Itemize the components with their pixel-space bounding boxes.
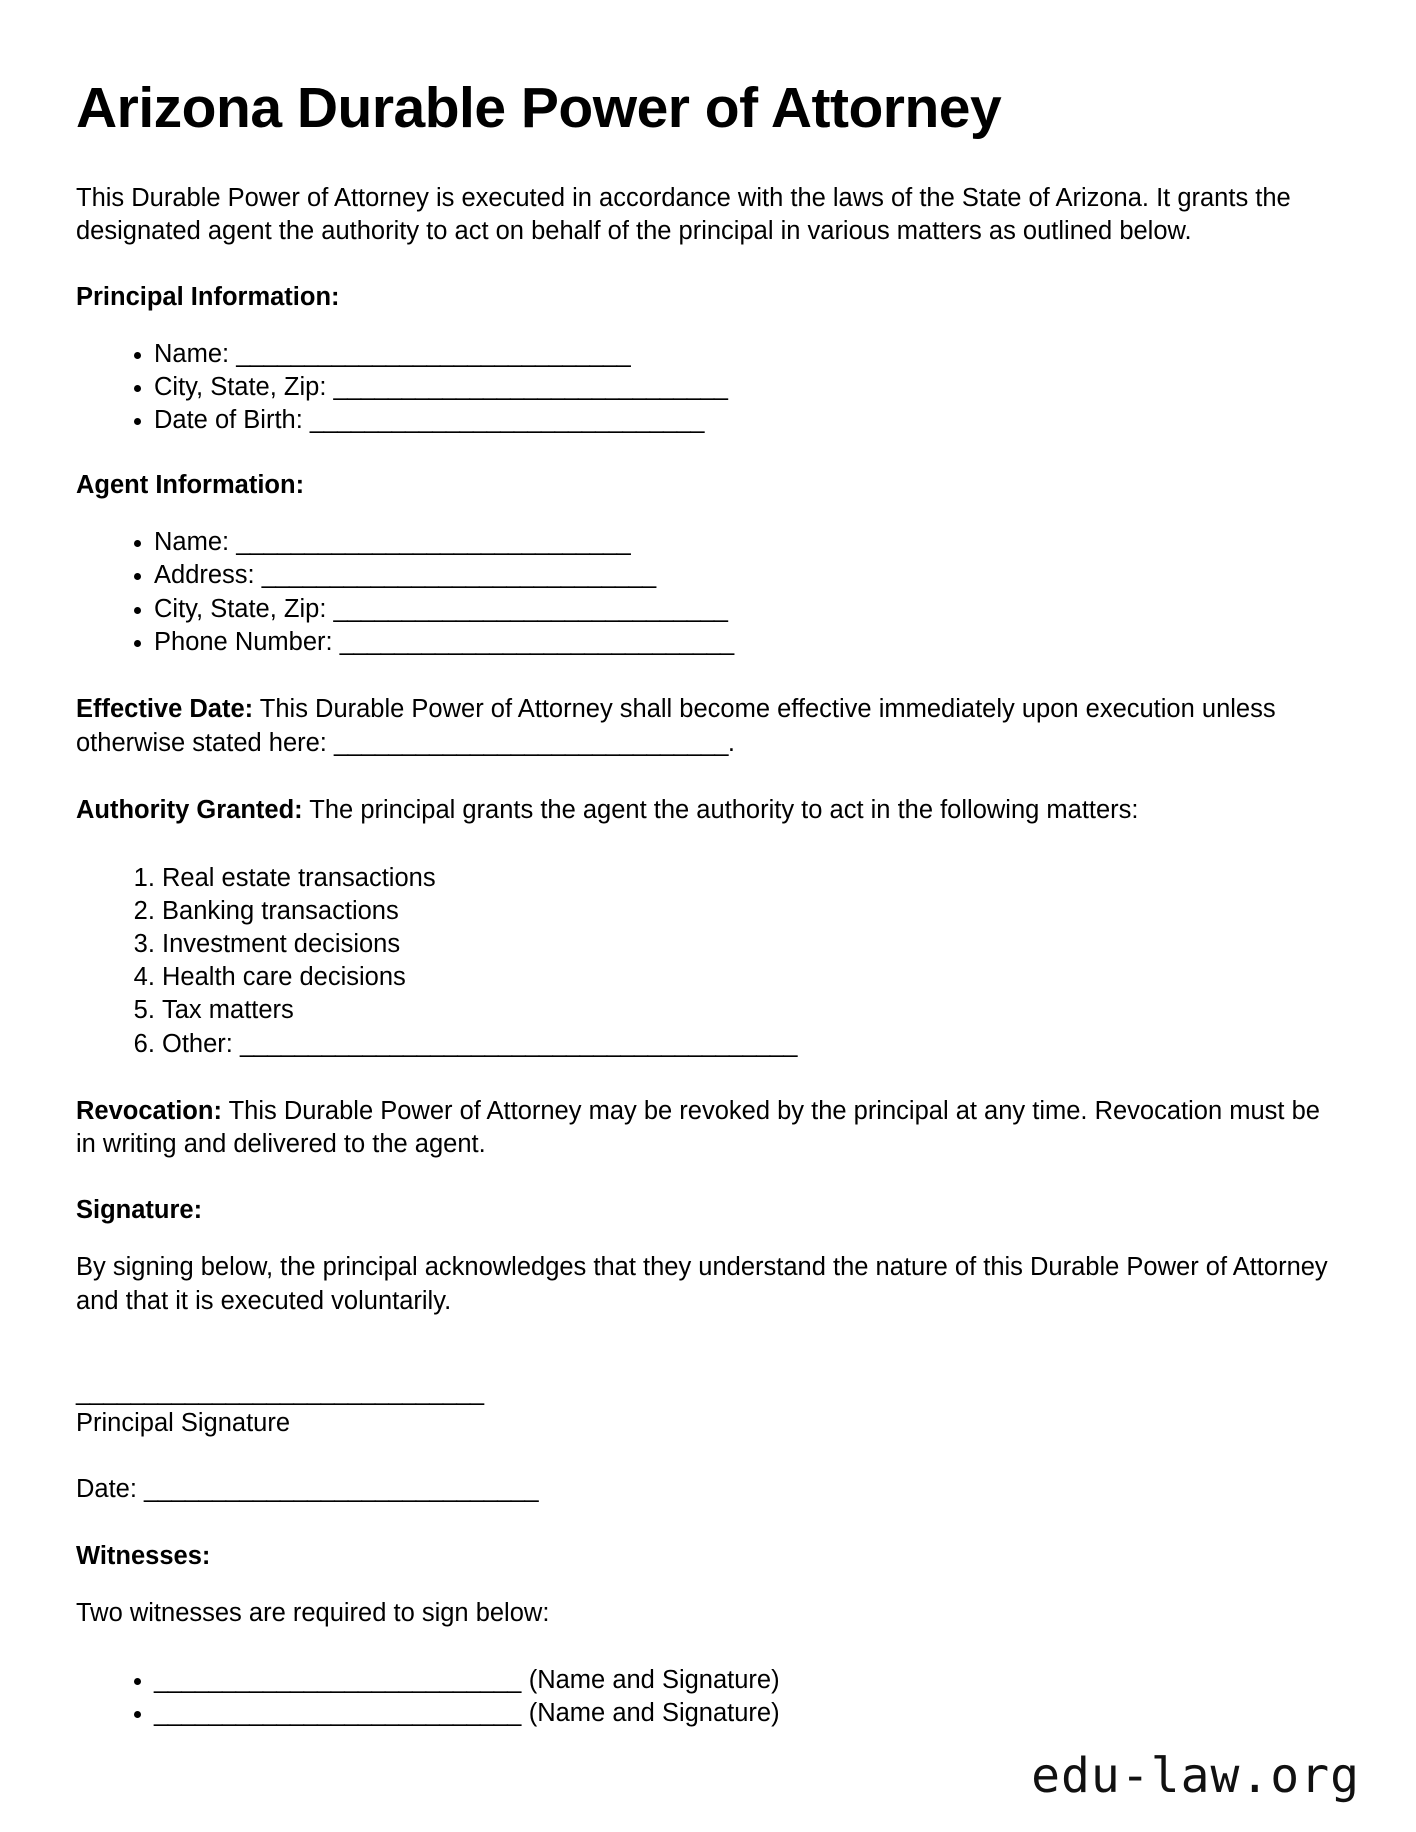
list-item — [162, 994, 1340, 1027]
item-text: Tax matters — [162, 996, 294, 1025]
field-label: Name: — [154, 528, 230, 557]
authority-granted-body: The principal grants the agent the authority to act in the following matters: — [302, 796, 1139, 825]
agent-information-list — [76, 526, 1340, 659]
field-label: Address: — [154, 561, 255, 590]
effective-date-trailing: . — [727, 728, 735, 757]
effective-date-paragraph — [76, 693, 1328, 760]
list-item — [154, 371, 1340, 404]
field-label: Name: — [154, 339, 230, 368]
revocation-body: This Durable Power of Attorney may be revoked by the principal at any time. Revocation must be in writing and delivered to the agent. — [76, 1096, 1320, 1159]
witnesses-instruction: Two witnesses are required to sign below: — [76, 1598, 550, 1627]
authority-granted-label: Authority Granted: — [76, 796, 303, 825]
revocation-label: Revocation: — [76, 1096, 222, 1125]
list-item — [154, 626, 1340, 659]
site-watermark: edu-law.org — [1031, 1748, 1360, 1804]
date-blank[interactable]: _____________________________ — [144, 1474, 538, 1503]
field-blank[interactable]: _____________________________ — [333, 373, 728, 401]
field-blank[interactable]: _____________________________ — [339, 627, 734, 656]
principal-signature-label: Principal Signature — [76, 1408, 291, 1437]
effective-date-body: This Durable Power of Attorney shall become effective immediately upon execution unless otherwise stated here: — [76, 694, 1276, 757]
signature-heading: Signature: — [76, 1195, 203, 1224]
witnesses-heading: Witnesses: — [76, 1541, 211, 1570]
field-label: Date of Birth: — [154, 406, 303, 435]
field-label: Phone Number: — [154, 627, 333, 656]
list-item — [154, 1664, 1340, 1697]
agent-information-heading: Agent Information: — [76, 471, 305, 500]
acknowledgement-paragraph: By signing below, the principal acknowledges that they understand the nature of this Durable Power of Attorney and that it is executed voluntarily. — [76, 1252, 1328, 1315]
item-text: Other: — [162, 1029, 240, 1058]
authority-granted-list — [76, 862, 1340, 1061]
field-blank[interactable]: _____________________________ — [333, 594, 728, 623]
intro-paragraph: This Durable Power of Attorney is executed in accordance with the laws of the State of Arizona. It grants the designated agent the authority to act on behalf of the principal in various matters as outlined below. — [76, 183, 1291, 246]
item-text: Health care decisions — [162, 963, 406, 992]
witness-list — [76, 1664, 1340, 1730]
effective-date-blank[interactable]: _____________________________ — [333, 728, 728, 757]
field-label: City, State, Zip: — [154, 594, 327, 623]
witness-note: (Name and Signature) — [528, 1699, 780, 1728]
field-blank[interactable]: _____________________________ — [236, 528, 631, 557]
witness-note: (Name and Signature) — [528, 1666, 780, 1695]
item-blank[interactable]: _________________________________________ — [239, 1029, 797, 1058]
principal-information-heading: Principal Information: — [76, 282, 340, 311]
item-text: Investment decisions — [162, 930, 401, 959]
authority-granted-paragraph — [76, 794, 1328, 828]
field-blank[interactable]: _____________________________ — [236, 339, 631, 368]
item-text: Real estate transactions — [162, 863, 436, 892]
list-item — [154, 559, 1340, 592]
effective-date-label: Effective Date: — [76, 694, 254, 723]
list-item — [154, 1697, 1340, 1730]
page-title: Arizona Durable Power of Attorney — [76, 76, 1002, 140]
list-item — [162, 862, 1340, 895]
list-item — [154, 526, 1340, 559]
list-item — [162, 895, 1340, 928]
signature-date-field — [76, 1474, 1340, 1506]
list-item — [154, 338, 1340, 371]
principal-signature-rule[interactable]: ______________________________ — [76, 1378, 484, 1407]
witness-blank[interactable]: ___________________________ — [154, 1699, 521, 1728]
principal-signature-block — [76, 1380, 1340, 1505]
list-item — [154, 404, 1340, 437]
list-item — [162, 961, 1340, 994]
date-label: Date: — [76, 1474, 137, 1503]
field-label: City, State, Zip: — [154, 373, 327, 401]
witness-blank[interactable]: ___________________________ — [154, 1666, 521, 1695]
list-item — [162, 1028, 1340, 1061]
field-blank[interactable]: _____________________________ — [261, 561, 656, 590]
item-text: Banking transactions — [162, 896, 399, 925]
field-blank[interactable]: _____________________________ — [309, 406, 704, 435]
list-item — [154, 593, 1340, 626]
list-item — [162, 928, 1340, 961]
revocation-paragraph — [76, 1095, 1328, 1162]
principal-information-list — [76, 338, 1340, 437]
